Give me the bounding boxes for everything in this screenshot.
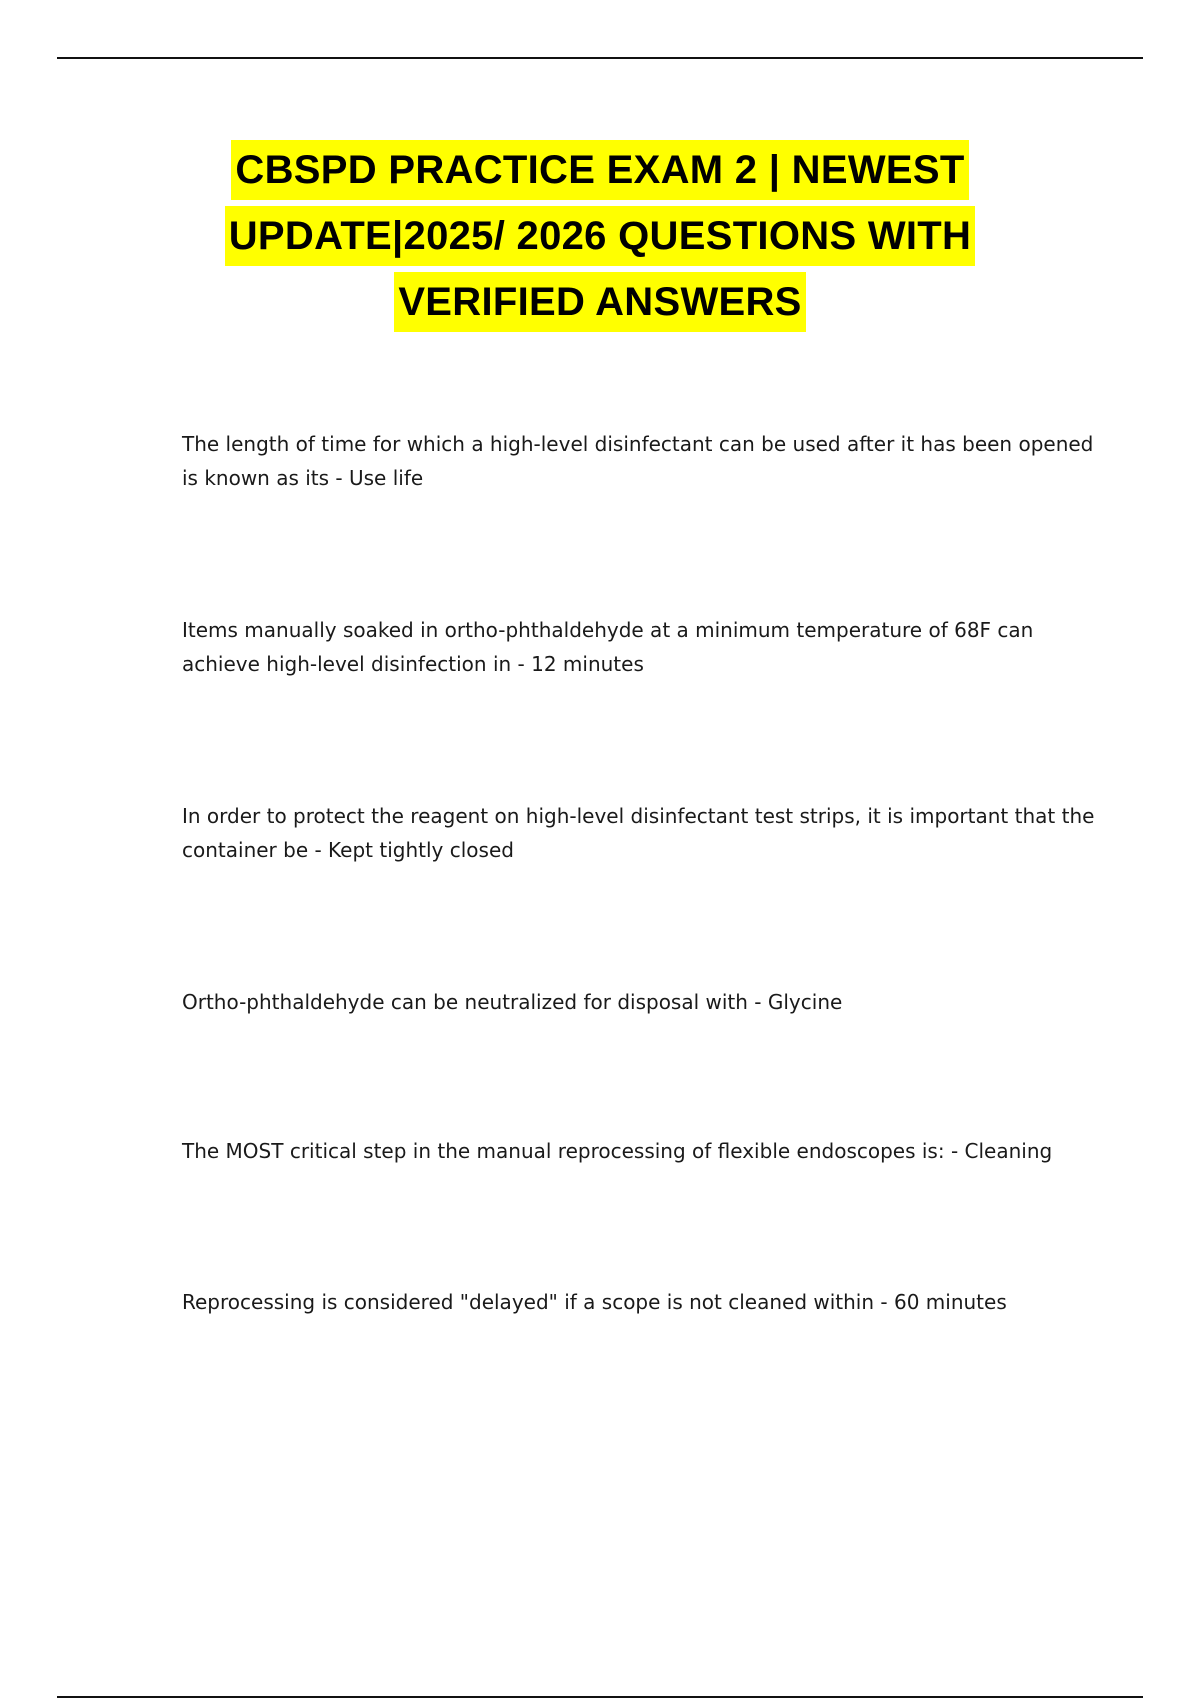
title-line-3 (57, 272, 1143, 338)
title-line-1 (57, 140, 1143, 206)
question-answer-3: In order to protect the reagent on high-level disinfectant test strips, it is important that the container be - Kept tightly closed (182, 804, 1095, 862)
title-line-2-text: UPDATE|2025/ 2026 QUESTIONS WITH (225, 206, 975, 266)
document-title (57, 140, 1143, 338)
title-line-2 (57, 206, 1143, 272)
top-rule (57, 57, 1143, 59)
title-line-1-text: CBSPD PRACTICE EXAM 2 | NEWEST (231, 140, 968, 200)
question-answer-1: The length of time for which a high-level disinfectant can be used after it has been opened is known as its - Use life (182, 432, 1094, 490)
title-line-3-text: VERIFIED ANSWERS (394, 272, 805, 332)
question-answer-6: Reprocessing is considered "delayed" if a scope is not cleaned within - 60 minutes (182, 1290, 1007, 1314)
question-answer-5: The MOST critical step in the manual reprocessing of flexible endoscopes is: - Cleaning (182, 1139, 1053, 1163)
question-answer-2: Items manually soaked in ortho-phthaldehyde at a minimum temperature of 68F can achieve high-level disinfection in - 12 minutes (182, 618, 1034, 676)
question-answer-4: Ortho-phthaldehyde can be neutralized for disposal with - Glycine (182, 990, 843, 1014)
bottom-rule (57, 1696, 1143, 1698)
